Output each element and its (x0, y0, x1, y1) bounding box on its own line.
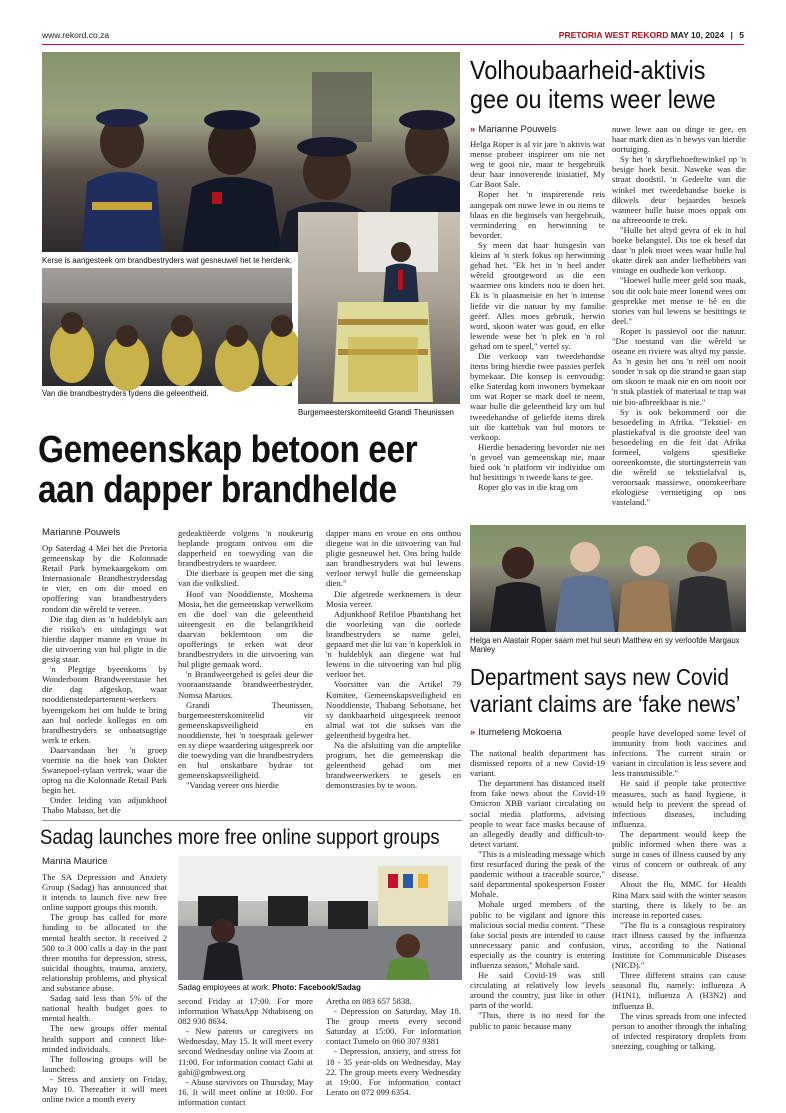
paragraph: Adjunkhoof Refiloe Phantshang het die voorlesing van die oorlede brandbestryders se name gelei, gepaard met die lui van 'n koperklok in 'n huldeblyk aan diegene wat hul lewens in die uitvoering van hul plig verloor het. (326, 608, 461, 680)
crowd-illustration (42, 268, 292, 386)
firefighters-byline: Marianne Pouwels (42, 527, 121, 538)
sadag-column-3 (326, 996, 461, 1097)
paragraph: Onder leiding van adjunkhoof Thabo Mabaso, het die (42, 795, 167, 816)
headline-line-2: gee ou items weer lewe (470, 84, 716, 114)
page-number: 5 (739, 30, 744, 40)
sadag-top-rule (42, 820, 462, 821)
page-header (559, 30, 744, 40)
headline-line-1: Gemeenskap betoon eer (38, 429, 418, 471)
paragraph: - New parents or caregivers on Wednesday, May 15. It will meet every second Wednesday online via Zoom at 11:00. For information contact Gabi at gabi@gmbwest.org (178, 1026, 313, 1077)
paragraph: Roper glo vas in die krag om (478, 482, 578, 493)
paragraph: Sy het 'n skryfbehoeftewinkel op 'n besige hoek besit. Naweke was die straat doodstil. 'n Gedeelte van die winkel met tweedehandse boeke is dikwels deur bejaardes besoek wanneer hulle huise moes oppak om na aftreeoorde te trek. (612, 154, 746, 225)
covid-column-2 (612, 728, 746, 1088)
photo-caption-sadag (178, 983, 462, 992)
paragraph: Mohale urged members of the public to be vigilant and ignore this malicious social media content. "These fake social posts are intended to cause unnecessary panic and confusion, especially as the country is entering influenza season," Mohale said. (470, 899, 605, 970)
volhoubaar-byline (470, 124, 556, 135)
firefighters-column-2 (178, 528, 313, 814)
paragraph: Aretha on 083 657 5838. (326, 996, 412, 1006)
paragraph: Three different strains can cause seasonal flu, namely: influenza A (H1N1), influenza A (H3N2) and influenza B. (612, 970, 746, 1011)
header-rule (42, 44, 744, 45)
paragraph: Voorsitter van die Artikel 79 Komitee, Gemeenskapsveiligheid en Nooddienste, Thabang Sebotsane, het sy dankbaarheid uitgespreek teenoor almal wat tot die sukses van die geleentheid bygedra het. (326, 679, 461, 740)
paragraph: Sadag said less than 5% of the national health budget goes to mental health. (42, 993, 167, 1024)
paragraph: Die afgetrede werknemers is deur Mosia vereer. (326, 588, 461, 609)
paragraph: The department has distanced itself from fake news about the Covid-19 Omicron XBB variant circulating on social media platforms, advising people to wear face masks because of an allegedly deadly and difficult-to-detect variant. (470, 778, 605, 849)
paragraph: Sy meen dat haar huisgesin van kleins af 'n sterk fokus op herwinning gehad het. "Ek het in 'n heel ander wêreld grootgeword as die een waarmee ons kinders nou te doen het. Ek is 'n plaasmeisie en het 'n intense liefde vir die natuur by my familie geërf. Alles moes gebruik, herwin word, skoon water was goud, en elke lewende wese het 'n plek en 'n rol gehad om te speel," vertel sy. (470, 239, 605, 351)
sadag-headline: Sadag launches more free online support groups (40, 826, 440, 849)
paragraph: 'n Brandweergebed is gelei deur die vooraanstaande brandweerbestryder, Nomsa Maroos. (178, 669, 313, 700)
firefighters-crowd-photo (42, 268, 292, 386)
firefighters-column-1 (42, 543, 167, 816)
paragraph: Die dag dien as 'n huldeblyk aan die risiko's en uitdagings wat hierdie dapper manne en vroue in die uitvoering van hul pligte in die gesig staar. (42, 613, 167, 665)
firefighters-headline (38, 430, 468, 510)
paragraph: The group has called for more funding to be allocated to the mental health sector. It received 2 500 to 3 000 calls a day in the past three months for depression, stress, suicidal thoughts, trauma, anxiety, relationship problems, and physical and substance abuse. (42, 912, 167, 994)
paragraph: Grandi Theunissen, burgemeesterskomiteelid vir gemeenskapsveiligheid en nooddienste, het 'n toespraak gelewer en sy diepe waardering uitgespreek oor die toewyding van die brandbestryders en hul onskatbare bydrae tot gemeenskapsveiligheid. (178, 699, 313, 781)
paragraph: The virus spreads from one infected person to another through the inhaling of infected respiratory droplets from sneezing, coughing or talking. (612, 1010, 746, 1051)
covid-headline (470, 664, 752, 718)
paragraph: - Abuse survivors on Thursday, May 16. It will meet online at 10:00. For information contact (178, 1076, 313, 1107)
paragraph: Hierdie benadering bevorder nie net 'n gevoel van gemeenskap nie, maar bied ook 'n platform vir individue om hul besittings 'n tweede kans te gee. (470, 441, 605, 483)
firefighters-column-3 (326, 528, 461, 814)
issue-date: MAY 10, 2024 (670, 30, 725, 40)
paragraph: 'n Plegtige byeenkoms by Wonderboom Brandweerstasie het die dag afgeskop, waar nooddienstedepartement-werkers byeengekom het om hulde te bring aan hul oorlede kollegas en om brandbestryders se onbaatsugtige werk te erken. (42, 664, 167, 745)
paragraph: dapper mans en vroue en ons onthou diegene wat in die uitvoering van hul pligte gesneuwel het. Ons bring hulde aan brandbestryders wat hul lewens verloor terwyl hulle die gemeenskap dien." (326, 528, 461, 589)
speaker-illustration (298, 212, 460, 404)
paper-name: PRETORIA WEST REKORD (558, 30, 669, 40)
paragraph: gedeaktiëerde volgens 'n noukeurig beplande program ontvou om die dapperheid en toewyding van die brandbestryders te waardeer. (178, 528, 313, 569)
headline-line-2: aan dapper brandhelde (38, 469, 397, 511)
office-illustration (178, 856, 462, 980)
paragraph: The following groups will be launched: (42, 1053, 167, 1074)
photo-caption-speaker: Burgemeesterskomiteelid Grandi Theunissen (298, 408, 454, 417)
photo-caption-candles: Kerse is aangesteek om brandbestryders wat gesneuwel het te herdenk. (42, 256, 293, 265)
headline-line-1: Volhoubaarheid-aktivis (470, 55, 706, 85)
covid-column-1 (470, 748, 605, 1088)
paragraph: people have developed some level of immunity from both vaccines and infections. The current strain or variant in circulation is less severe and less transmissible." (612, 728, 746, 779)
author-name: Itumeleng Mokoena (478, 727, 562, 738)
website-url[interactable]: www.rekord.co.za (42, 30, 110, 40)
author-name: Marianne Pouwels (478, 124, 557, 135)
caption-text: Sadag employees at work. (178, 983, 270, 992)
volhoubaar-column-1 (470, 139, 605, 521)
paragraph: second Friday at 17:00. For more information WhatsApp Nthabiseng on 082 930 8634. (178, 996, 313, 1027)
paragraph: He said if people take protective measures, such as hand hygiene, it would help to prevent the spread of infectious diseases, including influenza. (612, 778, 746, 829)
paragraph: The department would keep the public informed when there was a surge in cases of illness caused by any virus of concern or outbreak of any disease. (612, 828, 746, 880)
paragraph: He said Covid-19 was still circulating at relatively low levels around the country, just like in other parts of the world. (470, 970, 605, 1011)
paragraph: "Hulle het altyd gevra of ek in hul boeke belangstel. Dis toe ek besef dat daar 'n plek moet wees waar hulle hul skatte direk aan ander liefhebbers van vintage en oudhede kon verkoop. (612, 224, 746, 276)
paragraph: Sy is ook bekommerd oor die besoedeling in Afrika. "Tekstiel- en plastiekafval is die grootste deel van besoedeling en die feit dat Afrika formeel, volgens spesifieke ooreenkomste, die stortingsterrein van die wêreld se tekstielafval is, veroorsaak massiewe, onomkeerbare ekologiese vernietiging op ons vasteland." (612, 406, 746, 508)
paragraph: - Stress and anxiety on Friday, May 10. Thereafter it will meet online twice a month every (42, 1073, 167, 1105)
paragraph: - Depression on Saturday, May 18. The group meets every second Saturday at 15:00. For information contact Tumelo on 060 307 9381 (326, 1006, 461, 1047)
paragraph: The SA Depression and Anxiety Group (Sadag) has announced that it intends to launch five new free online support groups this month. (42, 872, 167, 913)
header-separator: | (730, 30, 733, 40)
sadag-office-photo (178, 856, 462, 980)
paragraph: About the flu, MMC for Health Rina Marx said with the winter season starting, there is likely to be an increase in reported cases. (612, 879, 746, 920)
paragraph: The new groups offer mental health support and connect like-minded individuals. (42, 1023, 167, 1054)
paragraph: nuwe lewe aan ou dinge te gee, en haar mark dien as 'n bewys van hierdie oortuiging. (612, 124, 746, 155)
photo-caption-roper: Helga en Alastair Roper saam met hul seun Matthew en sy verloofde Margaux Manley (470, 636, 740, 654)
paragraph: Op Saterdag 4 Mei het die Pretoria gemeenskap by die Kolonnade Retail Park bymekaargekom om Internasionale Brandbestrydersdag te vier, en om die moed en opoffering van brandbestryders rondom die wêreld te vereer. (42, 543, 167, 614)
paragraph: "Vandag vereer ons hierdie (186, 780, 279, 791)
paragraph: Roper het 'n inspirerende reis aangepak om nuwe lewe in ou items te blaas en die beginsels van hergebruik, vermindering en herwinning te bevorder. (470, 189, 605, 240)
paragraph: "The flu is a contagious respiratory tract illness caused by the influenza virus, according to the National Institute for Communicable Diseases (NICD)." (612, 919, 746, 971)
paragraph: Roper is passievol oor die natuur. "Die toestand van die wêreld se oseane en riviere was altyd my passie. As 'n gesin het ons 'n reël om nooit sonder 'n sak op die strand te gaan stap om skoon te maak nie en om nooit oor 'n stuk plastiek of materiaal te trap wat nie bio-afbreekbaar is nie." (612, 325, 746, 407)
paragraph: Die dierbare is geopen met die sing van die volkslied. (178, 568, 313, 589)
sadag-byline: Manna Maurice (42, 856, 108, 867)
sadag-column-1 (42, 872, 167, 1105)
covid-byline (470, 727, 562, 738)
family-illustration (470, 525, 746, 632)
paragraph: Na die afsluiting van die amptelike program, het die gemeenskap die geleentheid gehad om met brandweerwerkers te gesels en demonstrasies by te woon. (326, 739, 461, 791)
paragraph: Die verkoop van tweedehandse items bring hierdie twee passies perfek bymekaar. Die konsep is eenvoudig: elke Saterdag kom inwoners bymekaar om wat Roper se mark doel te neem, waar hulle die geleentheid kry om hul tweedehandse of geliefde items direk uit die kattebak van hul motors te verkoop. (470, 350, 605, 442)
paragraph: "This is a misleading message which first resurfaced during the peak of the pandemic without a traceable source," said departmental spokesperson Foster Mohale. (470, 848, 605, 900)
volhoubaar-column-2 (612, 124, 746, 522)
roper-family-photo (470, 525, 746, 632)
headline-line-2: variant claims are ‘fake news’ (470, 691, 741, 717)
volhoubaar-headline (470, 56, 750, 114)
paragraph: "Thus, there is no need for the public to panic because many (470, 1010, 605, 1031)
paragraph: - Depression, anxiety, and stress for 18 - 35 year-olds on Wednesday, May 22. The group meets every Wednesday at 19:00. For information contact Lerato on 072 099 6354. (326, 1046, 461, 1097)
paragraph: Helga Roper is al vir jare 'n aktivis wat mense probeer inspireer om nie net weg te gooi nie, maar te hergebruik deur haar innoverende inisiatief, My Car Boot Sale. (470, 139, 605, 190)
sadag-column-2 (178, 996, 313, 1107)
paragraph: Daarvandaan het 'n groep voertuie na die hoek van Dokter Swanepoel-rylaan vertrek, waar die optog na die Kolonnade Retail Park begin het. (42, 744, 167, 796)
byline-arrow-icon: » (470, 124, 474, 135)
paragraph: "Hoewel hulle meer geld sou maak, sou dit ook baie meer lonend wees om gesprekke met mense te hê en die stories van hul lewens se besittings te deel." (612, 275, 746, 326)
paragraph: Hoof van Nooddienste, Moshema Mosia, het die gemeenskap verwelkom en die doel van die geleentheid uiteengesit en die belangrikheid daarvan beklemtoon om die opofferings te erken wat deur brandbestryders in die uitvoering van hul pligte gemaak word. (178, 588, 313, 670)
speaker-photo (298, 212, 460, 404)
photo-caption-event: Van die brandbestryders tydens die geleentheid. (42, 389, 209, 398)
byline-arrow-icon: » (470, 727, 474, 738)
headline-line-1: Department says new Covid (470, 664, 729, 690)
paragraph: The national health department has dismissed reports of a new Covid-19 variant. (470, 748, 605, 779)
photo-credit: Photo: Facebook/Sadag (272, 983, 361, 992)
